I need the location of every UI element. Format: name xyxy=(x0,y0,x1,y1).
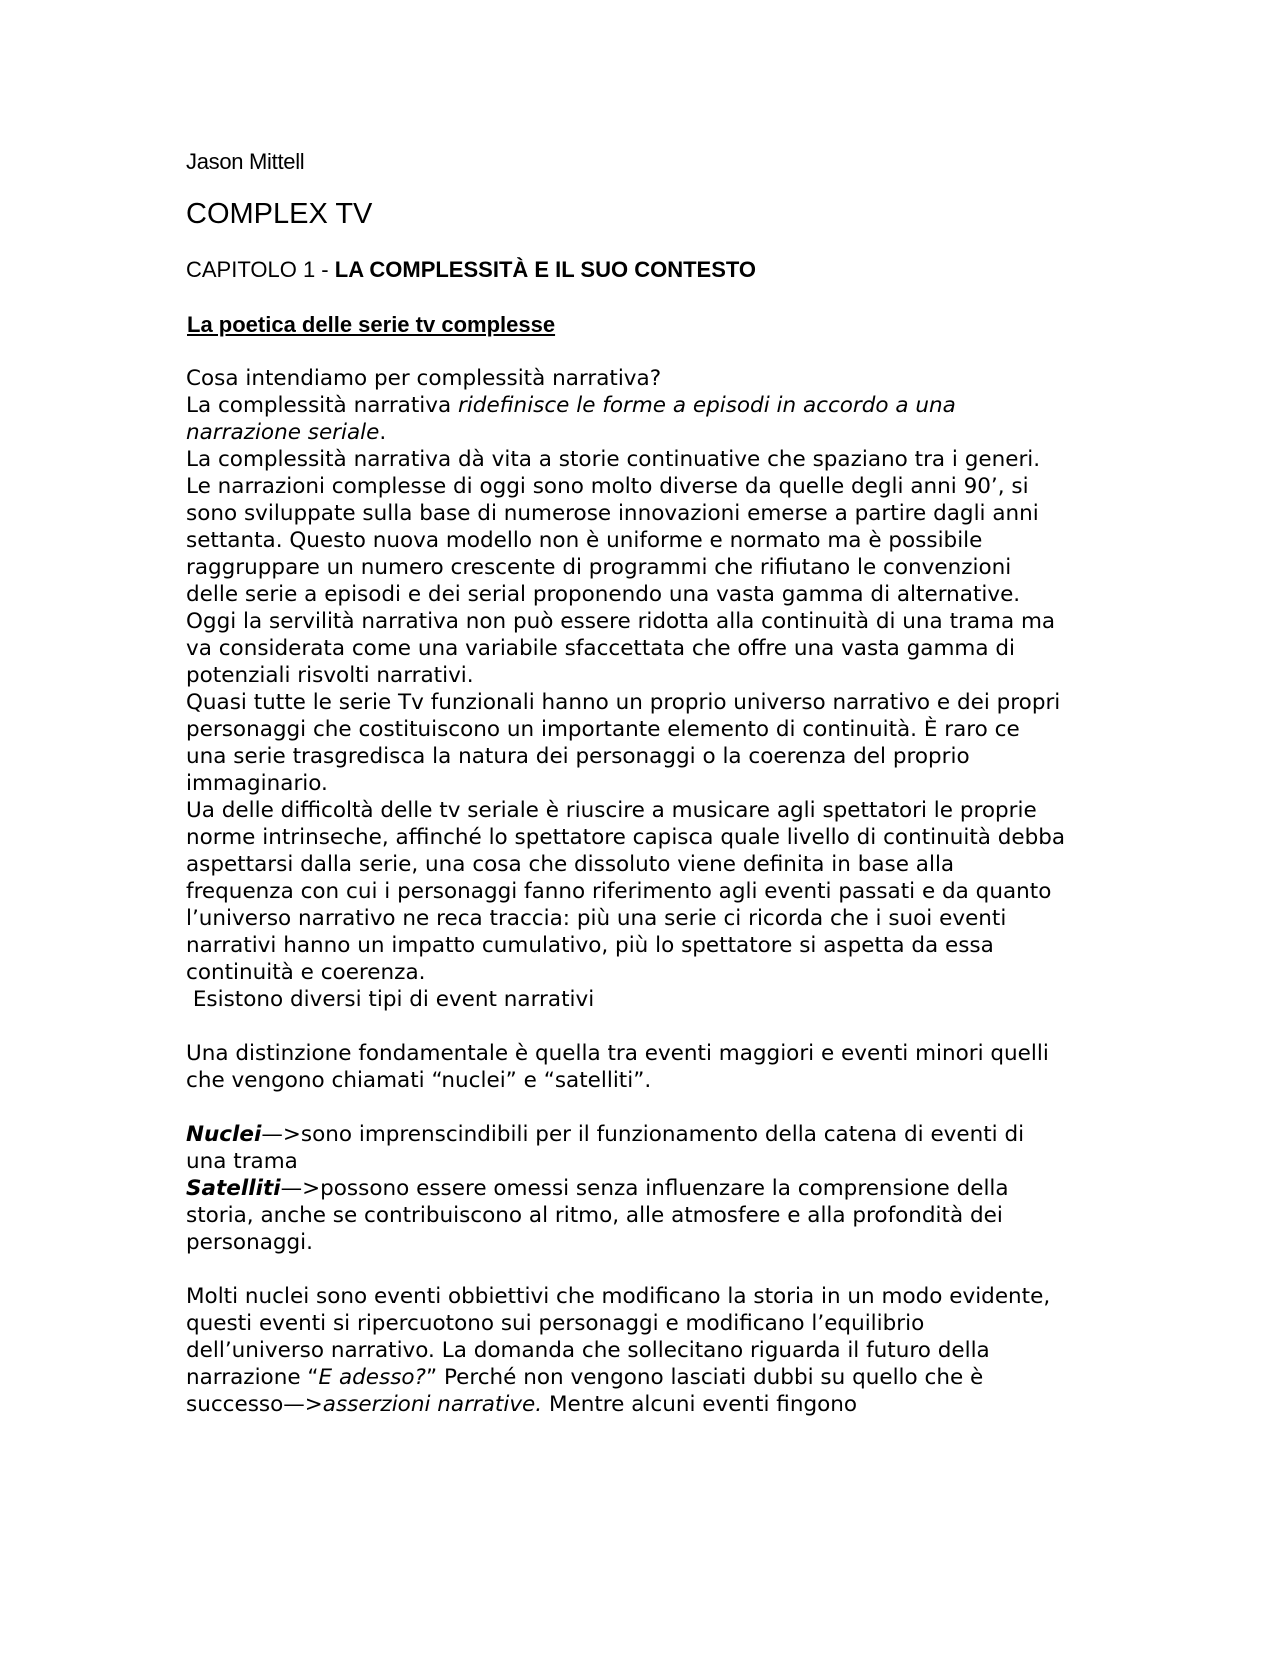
paragraph xyxy=(186,1283,1066,1418)
paragraph: Una distinzione fondamentale è quella tra eventi maggiori e eventi minori quelli che vengono chiamati “nuclei” e “satelliti”. xyxy=(186,1041,1049,1093)
definition-nuclei xyxy=(186,1121,1066,1175)
text-run: Molti nuclei sono eventi obbiettivi che modificano la storia in un modo evidente, questi eventi si ripercuotono sui personaggi e modificano l’equilibrio dell’universo narrativo. La domanda che sollecitano riguarda il futuro della narrazione “ xyxy=(186,1284,1051,1390)
definition-satelliti xyxy=(186,1175,1066,1256)
paragraph: Le narrazioni complesse di oggi sono molto diverse da quelle degli anni 90’, si sono sviluppate sulla base di numerose innovazioni emerse a partire dagli anni settanta. Questo nuova modello non è uniforme e normato ma è possibile raggruppare un numero crescente di programmi che rifiutano le convenzioni delle serie a episodi e dei serial proponendo una vasta gamma di alternative. xyxy=(186,474,1039,607)
chapter-heading xyxy=(186,256,1066,284)
chapter-prefix: CAPITOLO 1 - xyxy=(186,257,335,282)
text-run: . xyxy=(379,420,387,445)
italic-run: asserzioni narrative. xyxy=(322,1392,543,1417)
paragraph: Esistono diversi tipi di event narrativi xyxy=(186,987,595,1012)
definition-text: —>possono essere omessi senza influenzare la comprensione della storia, anche se contribuiscono al ritmo, alle atmosfere e alla profondità dei personaggi. xyxy=(186,1176,1009,1255)
text-run: La complessità narrativa xyxy=(186,393,458,418)
section-heading: La poetica delle serie tv complesse xyxy=(187,312,556,337)
definition-text: —>sono imprenscindibili per il funzionamento della catena di eventi di una trama xyxy=(186,1122,1025,1174)
text-run: ” Perché non vengono lasciati dubbi su quello che è successo—> xyxy=(186,1365,984,1417)
paragraph: La complessità narrativa dà vita a storie continuative che spaziano tra i generi. xyxy=(186,447,1041,472)
chapter-name: LA COMPLESSITÀ E IL SUO CONTESTO xyxy=(334,257,757,282)
author-name: Jason Mittell xyxy=(186,149,305,174)
paragraph: Cosa intendiamo per complessità narrativa? xyxy=(186,366,662,391)
term-nuclei: Nuclei xyxy=(186,1122,262,1147)
document-content xyxy=(186,148,1066,1418)
blank-line xyxy=(186,1094,1066,1121)
paragraph: Ua delle difficoltà delle tv seriale è riuscire a musicare agli spettatori le proprie norme intrinseche, affinché lo spettatore capisca quale livello di continuità debba aspettarsi dalla serie, una cosa che dissoluto viene definita in base alla frequenza con cui i personaggi fanno riferimento agli eventi passati e da quanto l’universo narrativo ne reca traccia: più una serie ci ricorda che i suoi eventi narrativi hanno un impatto cumulativo, più lo spettatore si aspetta da essa continuità e coerenza. xyxy=(186,798,1066,985)
paragraph: Quasi tutte le serie Tv funzionali hanno un proprio universo narrativo e dei propri personaggi che costituiscono un importante elemento di continuità. È raro ce una serie trasgredisca la natura dei personaggi o la coerenza del proprio immaginario. xyxy=(186,690,1061,796)
italic-run: E adesso? xyxy=(318,1365,426,1390)
book-title: COMPLEX TV xyxy=(186,198,373,230)
term-satelliti: Satelliti xyxy=(186,1176,281,1201)
italic-run: ridefinisce le forme a episodi in accordo a una narrazione seriale xyxy=(186,393,956,445)
paragraph xyxy=(186,392,1066,446)
text-run: Mentre alcuni eventi fingono xyxy=(542,1392,858,1417)
blank-line xyxy=(186,1256,1066,1283)
blank-line xyxy=(186,1013,1066,1040)
paragraph: Oggi la servilità narrativa non può essere ridotta alla continuità di una trama ma va considerata come una variabile sfaccettata che offre una vasta gamma di potenziali risvolti narrativi. xyxy=(186,609,1056,688)
body-text xyxy=(186,365,1066,1418)
